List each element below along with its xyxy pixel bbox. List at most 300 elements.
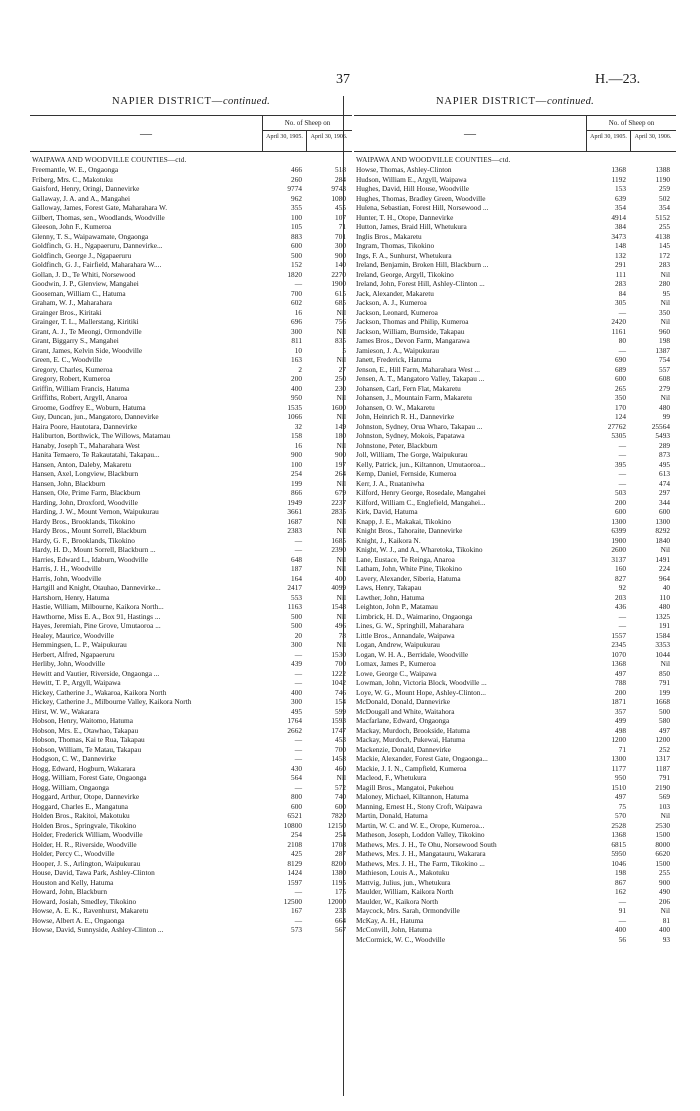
sheep-1906: 280: [659, 279, 670, 288]
sheep-1905: 1557: [611, 630, 626, 640]
table-row: [354, 260, 676, 270]
sheep-1906: Nil: [660, 298, 670, 307]
sheep-1906: 453: [335, 735, 346, 744]
owner-name: Martin, W. C. and W. E., Orope, Kumeroa...: [356, 820, 485, 830]
table-row: [30, 241, 352, 251]
table-row: [30, 165, 352, 175]
owner-name: Haira Poore, Hautotara, Dannevirke: [32, 421, 138, 431]
owner-name: Johnston, Sydney, Mokois, Papatawa: [356, 431, 465, 440]
sheep-1906: 480: [659, 602, 670, 611]
sheep-1905: —: [618, 896, 626, 906]
owner-name: Hansen, Axel, Longview, Blackburn: [32, 469, 139, 478]
table-row: [354, 631, 676, 641]
table-row: [30, 469, 352, 479]
table-row: [354, 640, 676, 650]
sheep-1905: 75: [618, 801, 626, 811]
sheep-1905: 153: [615, 184, 626, 193]
sheep-1905: 6399: [611, 526, 626, 535]
owner-name: Hodgson, C. W., Dannevirke: [32, 754, 117, 763]
owner-name: Mackay, Murdoch, Brookside, Hatuma: [356, 725, 470, 735]
sheep-1906: 300: [335, 241, 346, 250]
table-row: [30, 308, 352, 318]
sheep-1906: Nil: [336, 564, 346, 573]
sheep-1906: 4099: [331, 583, 346, 592]
sheep-1905: 167: [291, 906, 302, 915]
owner-name: Kirk, David, Hatuma: [356, 507, 418, 516]
sheep-1905: 200: [615, 687, 626, 697]
sheep-1906: 25564: [651, 421, 670, 431]
table-row: [354, 355, 676, 365]
header-sheep-title: No. of Sheep on: [263, 116, 352, 131]
sheep-1905: 1510: [611, 782, 626, 792]
table-row: [354, 460, 676, 470]
sheep-1905: —: [294, 668, 302, 678]
owner-name: Goodwin, J. P., Glenview, Mangahei: [32, 279, 139, 288]
sheep-1906: 1708: [331, 839, 346, 849]
sheep-1906: 835: [335, 336, 346, 345]
sheep-1905: 1764: [287, 716, 302, 725]
sheep-1906: 93: [662, 934, 670, 944]
owner-name: Jackson, Leonard, Kumeroa: [356, 307, 438, 317]
sheep-1905: 696: [291, 317, 302, 326]
table-row: [30, 365, 352, 375]
owner-name: Lowman, John, Victoria Block, Woodville ...: [356, 678, 487, 687]
owner-name: Ireland, George, Argyll, Tikokino: [356, 269, 454, 279]
sheep-1905: 100: [291, 459, 302, 469]
sheep-1905: —: [618, 915, 626, 925]
sheep-1906: 6620: [655, 849, 670, 858]
sheep-1905: 260: [291, 174, 302, 184]
owner-name: John, Heinrich R. H., Dannevirke: [356, 412, 455, 421]
owner-name: Hooper, J. S., Arlington, Waipukurau: [32, 858, 141, 868]
owner-name: Gollan, J. D., Te Whiti, Norsewood: [32, 269, 136, 279]
table-row: [354, 545, 676, 555]
table-row: [354, 279, 676, 289]
sheep-1905: —: [618, 450, 626, 459]
sheep-1905: 800: [291, 792, 302, 801]
table-row: [354, 849, 676, 859]
owner-name: Hawthorne, Miss E. A., Box 91, Hastings ...: [32, 611, 161, 621]
sheep-1906: Nil: [336, 412, 346, 421]
table-row: [354, 298, 676, 308]
sheep-1905: 866: [291, 488, 302, 497]
sheep-1905: 1871: [611, 697, 626, 706]
sheep-1906: Nil: [660, 906, 670, 915]
header-sheep: [587, 116, 676, 151]
owner-name: Hobson, Mrs. E., Otawhao, Takapau: [32, 725, 139, 735]
owner-name: Galloway, James, Forest Gate, Maharahara W.: [32, 203, 168, 212]
table-row: [354, 194, 676, 204]
table-row: [30, 868, 352, 878]
sheep-1906: 344: [659, 497, 670, 507]
owner-name: Limbrick, H. D., Waimarino, Ongaonga: [356, 611, 473, 621]
table-row: [30, 678, 352, 688]
sheep-1906: 283: [659, 260, 670, 269]
owner-name: McDougall and White, Waitahora: [356, 706, 455, 716]
title-main: NAPIER DISTRICT—: [435, 96, 548, 107]
owner-name: Glenny, T. S., Waipawamate, Ongaonga: [32, 231, 149, 241]
owner-name: Gaisford, Henry, Oringi, Dannevirke: [32, 184, 140, 193]
sheep-1906: 2190: [655, 782, 670, 792]
owner-name: Kerr, J. A., Ruataniwha: [356, 478, 425, 488]
owner-name: Goldfinch, G. J., Fairfield, Maharahara W....: [32, 260, 162, 269]
table-row: [354, 175, 676, 185]
sheep-1905: 198: [615, 868, 626, 877]
sheep-1905: 357: [615, 706, 626, 716]
owner-name: Lane, Eustace, Te Reinga, Anaroa: [356, 554, 455, 564]
sheep-1906: 600: [659, 507, 670, 516]
sheep-1905: 12500: [283, 896, 302, 906]
sheep-1906: 580: [659, 716, 670, 725]
owner-name: Johansen, J., Mountain Farm, Makaretu: [356, 393, 472, 402]
owner-name: Grainger, T. L., Mallerstang, Kiritiki: [32, 317, 139, 326]
table-row: [30, 716, 352, 726]
sheep-1905: —: [618, 345, 626, 355]
sheep-1905: 300: [291, 326, 302, 336]
table-row: [30, 602, 352, 612]
table-row: [30, 526, 352, 536]
sheep-1905: 27762: [607, 421, 626, 431]
table-row: [30, 374, 352, 384]
sheep-1906: 5493: [655, 431, 670, 440]
sheep-1906: 754: [659, 355, 670, 364]
sheep-1905: 5305: [611, 431, 626, 440]
sheep-1905: 430: [291, 763, 302, 773]
sheep-1906: 107: [335, 212, 346, 222]
table-row: [354, 498, 676, 508]
sheep-1906: 1530: [331, 649, 346, 659]
section-heading: WAIPAWA AND WOODVILLE COUNTIES—ctd.: [356, 156, 511, 164]
sheep-1905: —: [618, 478, 626, 488]
owner-name: Hutton, James, Braid Hill, Whetukura: [356, 222, 467, 231]
owner-name: Hoggard, Arthur, Otope, Dannevirke: [32, 792, 140, 801]
table-row: [30, 479, 352, 489]
header-name-column: —: [354, 116, 587, 151]
table-row: [354, 726, 676, 736]
owner-name: Holden Bros., Springvale, Tikokino: [32, 820, 137, 830]
owner-name: McConvill, John, Hatuma: [356, 925, 432, 934]
owner-name: Hobson, Thomas, Kai te Rua, Takapau: [32, 735, 145, 744]
sheep-1905: 158: [291, 431, 302, 440]
sheep-1905: 2345: [611, 640, 626, 649]
table-row: [30, 441, 352, 451]
sheep-1905: 600: [615, 507, 626, 516]
owner-name: Holder, H. R., Riverside, Woodville: [32, 839, 137, 849]
sheep-1905: 1900: [611, 535, 626, 545]
table-row: [354, 374, 676, 384]
owner-name: Mathieson, Louis A., Makotuku: [356, 868, 450, 877]
sheep-1905: 10800: [283, 820, 302, 830]
sheep-1906: 490: [659, 887, 670, 896]
table-row: [354, 802, 676, 812]
left-column-title: [30, 96, 352, 110]
sheep-1905: 2383: [287, 526, 302, 535]
sheep-1905: 1368: [611, 830, 626, 839]
sheep-1906: 740: [335, 792, 346, 801]
table-row: [354, 612, 676, 622]
sheep-1906: 664: [335, 915, 346, 925]
sheep-1906: 1200: [655, 735, 670, 744]
table-row: [30, 213, 352, 223]
owner-name: McCormick, W. C., Woodville: [356, 934, 446, 944]
table-row: [354, 821, 676, 831]
sheep-1906: 191: [659, 621, 670, 630]
owner-name: Ireland, Benjamin, Broken Hill, Blackburn ...: [356, 260, 489, 269]
sheep-1906: 900: [659, 877, 670, 887]
table-row: [30, 564, 352, 574]
sheep-1905: 111: [615, 269, 626, 279]
owner-name: Hemmingsen, L. P., Waipukurau: [32, 640, 127, 649]
table-row: [354, 241, 676, 251]
sheep-1906: 1317: [655, 754, 670, 763]
table-row: [354, 764, 676, 774]
sheep-1905: 199: [291, 478, 302, 488]
sheep-1906: 964: [659, 573, 670, 583]
owner-name: Hulena, Sebastian, Forest Hill, Norsewood ...: [356, 203, 489, 212]
sheep-1906: 1840: [655, 535, 670, 545]
sheep-1905: 690: [615, 355, 626, 364]
table-row: [30, 431, 352, 441]
sheep-1905: 1368: [611, 659, 626, 668]
sheep-1906: 900: [335, 450, 346, 459]
table-row: [30, 498, 352, 508]
sheep-1905: 3661: [287, 507, 302, 516]
sheep-1905: —: [294, 915, 302, 925]
sheep-1905: 425: [291, 849, 302, 858]
sheep-1906: 27: [338, 364, 346, 374]
sheep-1905: 1424: [287, 868, 302, 877]
table-row: [354, 450, 676, 460]
sheep-1905: 254: [291, 469, 302, 478]
sheep-1906: Nil: [336, 640, 346, 649]
sheep-1906: 679: [335, 488, 346, 497]
sheep-1906: 569: [659, 792, 670, 801]
sheep-1905: —: [618, 469, 626, 478]
owner-name: Jensen, A. T., Mangatoro Valley, Takapau ...: [356, 374, 485, 383]
sheep-1906: 1380: [331, 868, 346, 877]
sheep-1906: 206: [659, 896, 670, 906]
owner-name: Lowe, George C., Waipawa: [356, 668, 437, 678]
sheep-1906: 233: [335, 906, 346, 915]
table-row: [30, 916, 352, 926]
owner-name: Mackenzie, Donald, Dannevirke: [356, 744, 451, 754]
sheep-1905: 500: [291, 611, 302, 621]
owner-name: Houston and Kelly, Hatuma: [32, 877, 114, 887]
sheep-1906: 746: [335, 687, 346, 697]
owner-name: Hayes, Jeremiah, Pine Grove, Umutaoroa ...: [32, 621, 161, 630]
table-row: [354, 650, 676, 660]
sheep-1905: 1046: [611, 858, 626, 868]
table-row: [30, 735, 352, 745]
sheep-1906: 480: [659, 402, 670, 412]
table-row: [30, 222, 352, 232]
owner-name: Ings, F. A., Sunhurst, Whetukura: [356, 250, 452, 260]
owner-name: Gregory, Robert, Kumeroa: [32, 374, 111, 383]
sheep-1905: 498: [615, 725, 626, 735]
table-row: [30, 631, 352, 641]
table-row: [354, 507, 676, 517]
sheep-1906: 254: [335, 830, 346, 839]
owner-name: Janett, Frederick, Hatuma: [356, 355, 432, 364]
sheep-1906: 140: [335, 260, 346, 269]
sheep-1906: 5: [342, 345, 346, 355]
table-row: [354, 859, 676, 869]
sheep-1906: 1900: [331, 279, 346, 288]
sheep-1906: 2237: [331, 497, 346, 507]
sheep-1906: Nil: [336, 773, 346, 782]
sheep-1906: 572: [335, 782, 346, 792]
sheep-1905: 265: [615, 383, 626, 393]
owner-name: Knight, J., Kaikora N.: [356, 535, 421, 545]
owner-name: Jackson, A. J., Kumeroa: [356, 298, 427, 307]
sheep-1905: 2662: [287, 725, 302, 735]
sheep-1905: —: [294, 678, 302, 687]
sheep-1906: Nil: [660, 659, 670, 668]
owner-name: Healey, Maurice, Woodville: [32, 630, 114, 640]
sheep-1905: 1177: [611, 763, 626, 773]
sheep-1906: 460: [335, 763, 346, 773]
table-row: [30, 545, 352, 555]
sheep-1905: —: [294, 744, 302, 754]
table-row: [354, 830, 676, 840]
sheep-1905: 639: [615, 193, 626, 203]
table-row: [354, 165, 676, 175]
sheep-1906: 8000: [655, 839, 670, 849]
sheep-1906: 502: [659, 193, 670, 203]
owner-name: Mattvig, Julius, jun., Whetukura: [356, 877, 451, 887]
owner-name: Hastie, William, Milbourne, Kaikora North...: [32, 602, 164, 611]
sheep-1906: 354: [659, 203, 670, 212]
owner-name: Howard, John, Blackburn: [32, 887, 107, 896]
sheep-1905: 291: [615, 260, 626, 269]
sheep-1905: —: [618, 621, 626, 630]
owner-name: Harding, J. W., Mount Vernon, Waipukurau: [32, 507, 159, 516]
owner-name: Gallaway, J. A. and A., Mangahei: [32, 193, 131, 203]
table-row: [30, 488, 352, 498]
sheep-1905: 497: [615, 792, 626, 801]
owner-name: Laws, Henry, Takapau: [356, 583, 422, 592]
owner-name: Howse, Thomas, Ashley-Clinton: [356, 165, 452, 174]
owner-name: Mathews, Mrs. J. H., Te Ohu, Norsewood South: [356, 839, 497, 849]
owner-name: Harries, Edward L., Idaburn, Woodville: [32, 554, 148, 564]
sheep-1905: 2420: [611, 317, 626, 326]
sheep-1905: 6521: [287, 811, 302, 820]
table-row: [354, 251, 676, 261]
sheep-1905: 400: [291, 687, 302, 697]
sheep-1905: 811: [291, 336, 302, 345]
header-year-1905: April 30, 1905.: [263, 131, 307, 151]
table-row: [30, 317, 352, 327]
owner-name: Leighton, John P., Matamau: [356, 602, 438, 611]
sheep-1905: 1535: [287, 402, 302, 412]
table-row: [354, 659, 676, 669]
table-row: [30, 555, 352, 565]
sheep-1906: 8200: [331, 858, 346, 868]
sheep-1905: 2: [298, 364, 302, 374]
sheep-1906: Nil: [336, 440, 346, 450]
owner-name: Hewitt and Vautier, Riverside, Ongaonga ...: [32, 668, 160, 678]
owner-name: Friberg, Mrs. C., Makotuku: [32, 174, 113, 184]
sheep-1906: 1593: [331, 716, 346, 725]
owner-name: Mathews, Mrs. J. H., The Farm, Tikokino ...: [356, 858, 485, 868]
table-row: [354, 232, 676, 242]
sheep-1905: 124: [615, 412, 626, 421]
table-row: [30, 688, 352, 698]
sheep-1906: 175: [335, 887, 346, 896]
sheep-1905: 354: [615, 203, 626, 212]
sheep-1905: 300: [291, 640, 302, 649]
table-row: [30, 507, 352, 517]
sheep-1906: 455: [335, 203, 346, 212]
owner-name: Grainger Bros., Kiritaki: [32, 307, 102, 317]
table-row: [354, 678, 676, 688]
table-row: [354, 317, 676, 327]
sheep-1905: —: [294, 535, 302, 545]
owner-name: Jack, Alexander, Makaretu: [356, 288, 434, 298]
sheep-1905: 105: [291, 222, 302, 231]
table-row: [30, 754, 352, 764]
table-row: [354, 773, 676, 783]
owner-name: Joll, William, The Gorge, Waipukurau: [356, 450, 468, 459]
sheep-1905: 163: [291, 355, 302, 364]
table-row: [354, 526, 676, 536]
sheep-1906: 700: [335, 659, 346, 668]
table-row: [354, 365, 676, 375]
table-row: [30, 450, 352, 460]
owner-name: Griffin, William Francis, Hatuma: [32, 383, 130, 393]
owner-name: Hardy Bros., Mount Sorrell, Blackburn: [32, 526, 147, 535]
table-row: [354, 184, 676, 194]
sheep-1906: 701: [335, 231, 346, 241]
sheep-1906: Nil: [336, 592, 346, 602]
table-row: [30, 811, 352, 821]
sheep-1906: 1600: [331, 402, 346, 412]
table-row: [30, 260, 352, 270]
sheep-1906: 2390: [331, 545, 346, 554]
owner-name: Kemp, Daniel, Fernside, Kumeroa: [356, 469, 457, 478]
table-row: [30, 821, 352, 831]
table-row: [354, 887, 676, 897]
sheep-1905: 3473: [611, 231, 626, 241]
table-row: [354, 384, 676, 394]
sheep-1906: 8292: [655, 526, 670, 535]
sheep-1905: 395: [615, 459, 626, 469]
table-row: [30, 621, 352, 631]
sheep-1905: —: [294, 545, 302, 554]
sheep-1906: 180: [335, 431, 346, 440]
owner-name: Hogg, William, Ongaonga: [32, 782, 109, 792]
sheep-1906: 110: [659, 592, 670, 602]
sheep-1906: 103: [659, 801, 670, 811]
sheep-1905: 8129: [287, 858, 302, 868]
sheep-1905: —: [294, 649, 302, 659]
owner-name: Hansen, Ole, Prime Farm, Blackburn: [32, 488, 141, 497]
sheep-1906: 599: [335, 706, 346, 716]
sheep-1906: 289: [659, 440, 670, 450]
sheep-1906: 1685: [331, 535, 346, 545]
owner-name: Freemantle, W. E., Ongaonga: [32, 165, 119, 174]
sheep-1905: 283: [615, 279, 626, 288]
table-row: [30, 355, 352, 365]
owner-name: Hobson, Henry, Waitomo, Hatuma: [32, 716, 133, 725]
sheep-1906: 4138: [655, 231, 670, 241]
table-row: [30, 840, 352, 850]
sheep-1906: 255: [659, 868, 670, 877]
table-row: [354, 393, 676, 403]
table-row: [30, 783, 352, 793]
table-row: [30, 612, 352, 622]
table-row: [354, 574, 676, 584]
